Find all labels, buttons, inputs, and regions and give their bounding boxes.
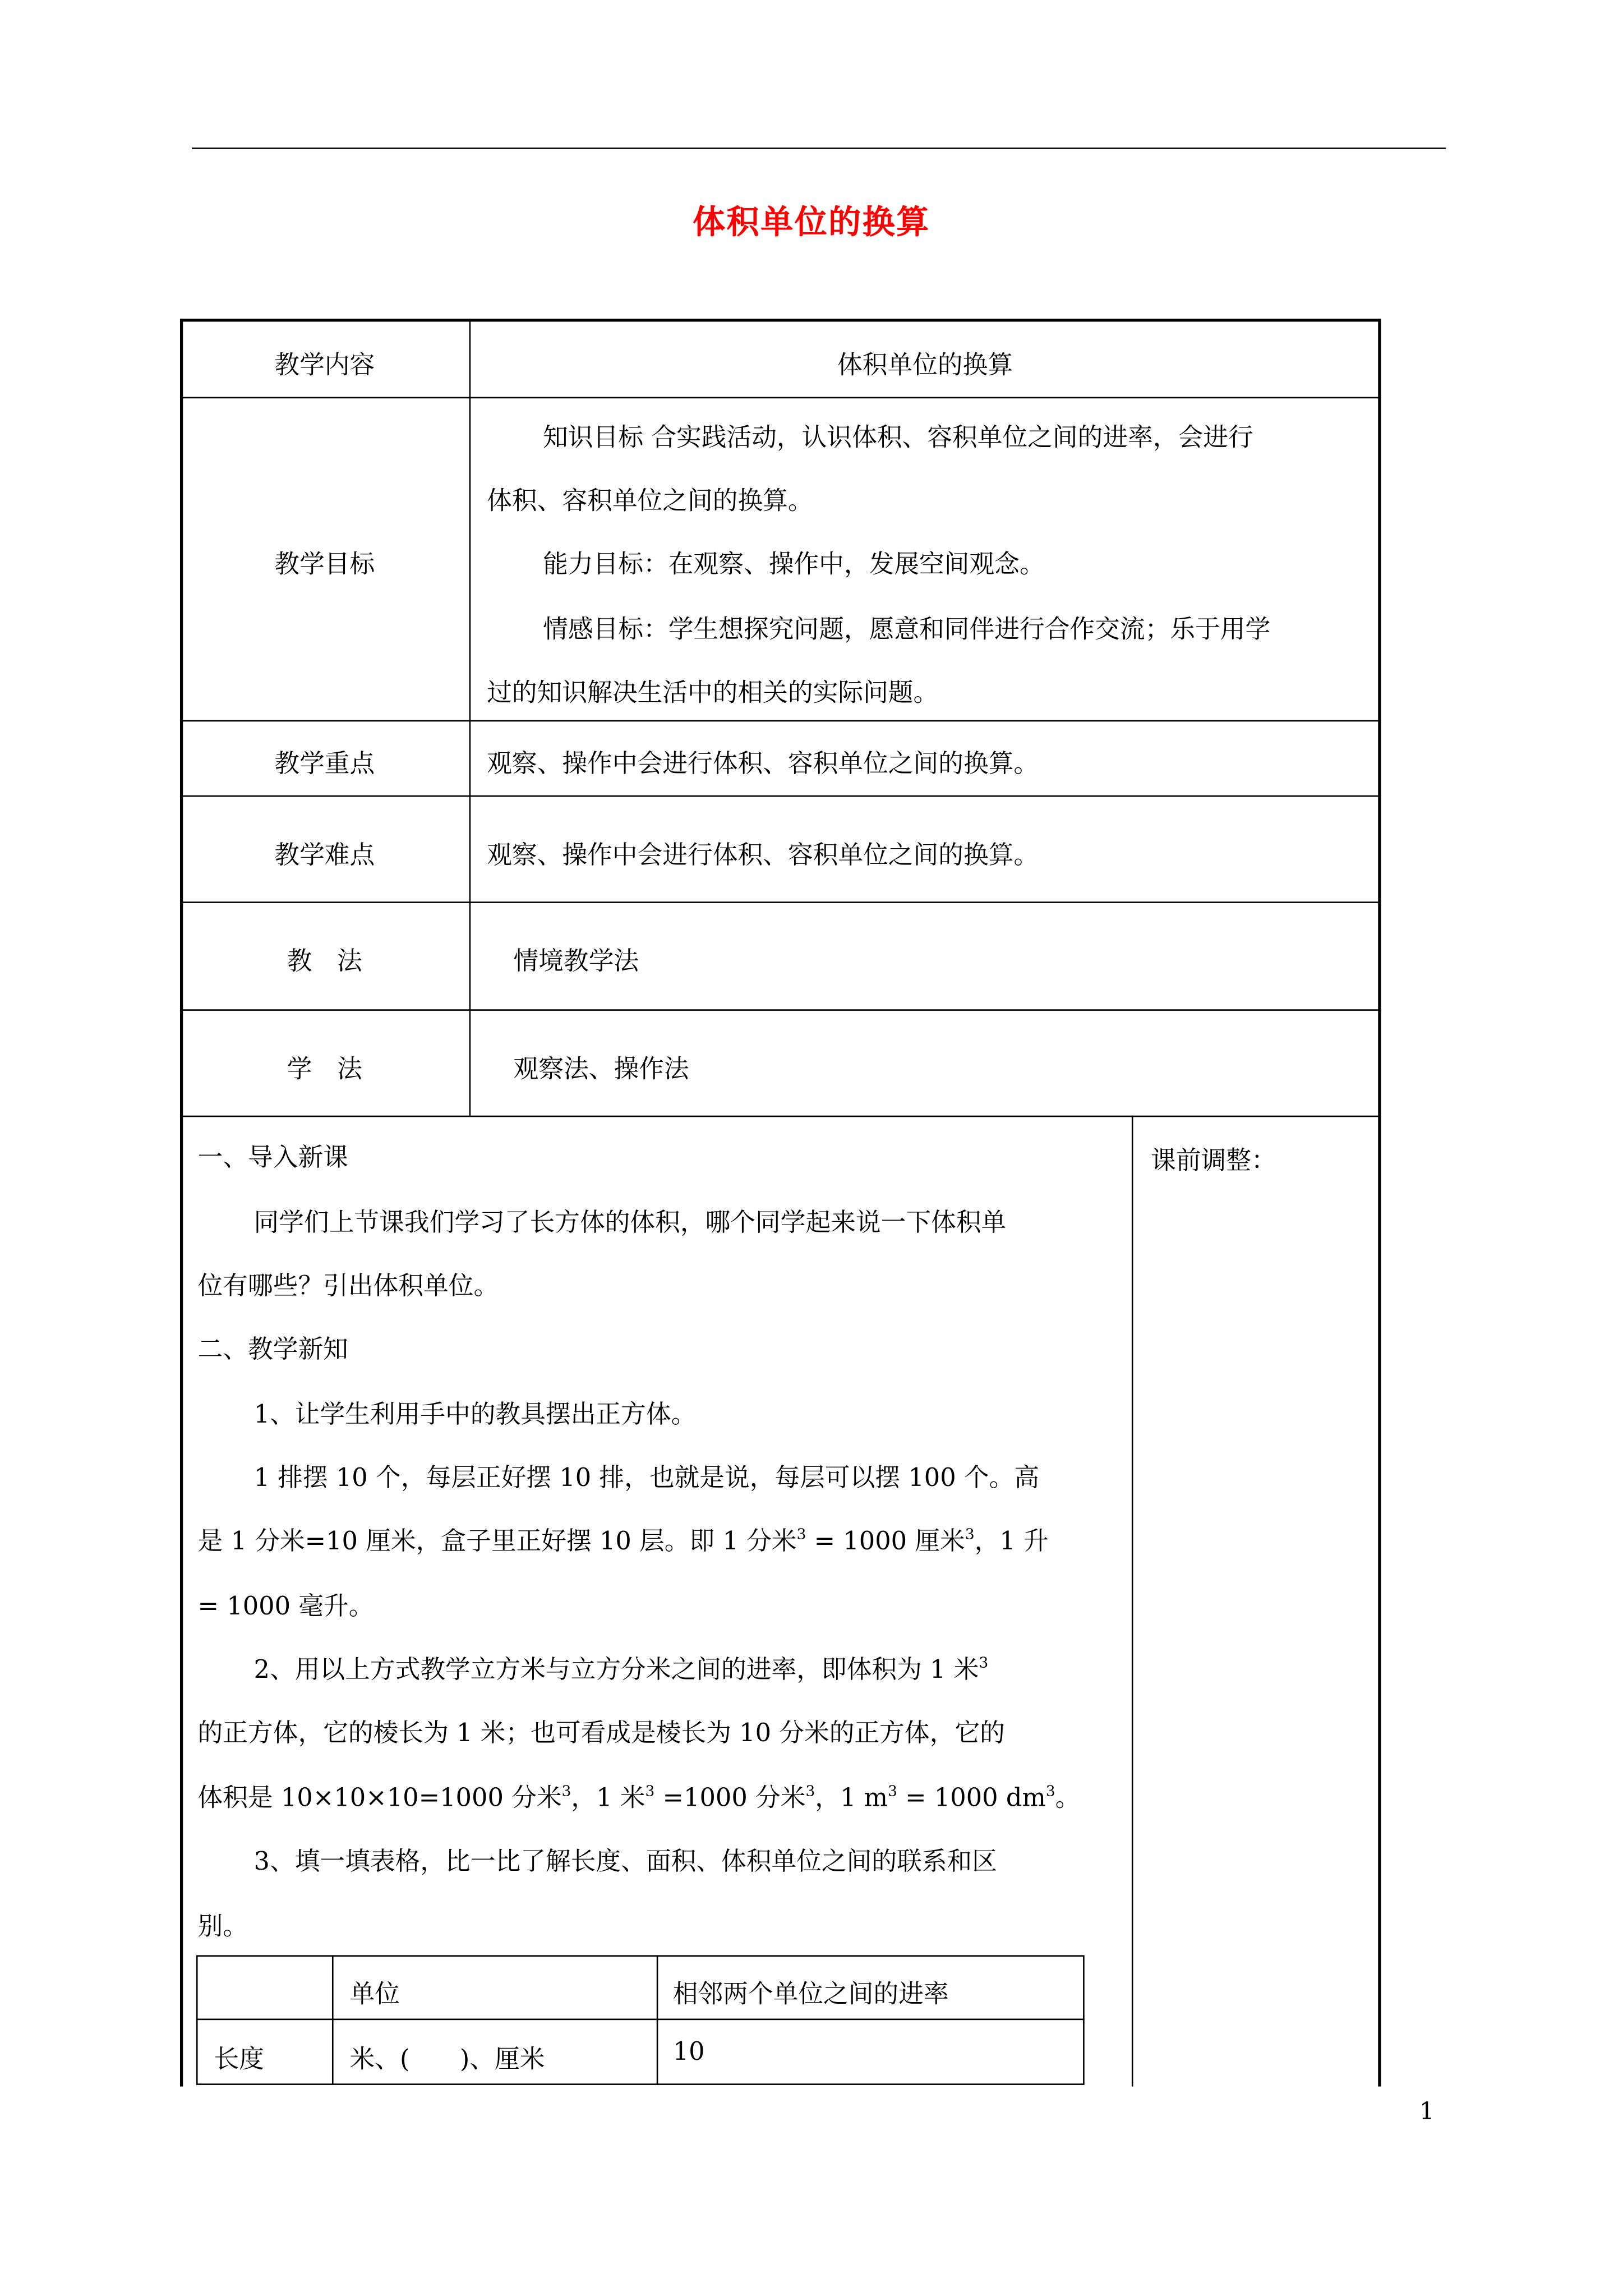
body-text: ，1 升 [974, 1527, 1049, 1557]
section-heading: 二、教学新知 [197, 1335, 348, 1365]
key-point-value: 观察、操作中会进行体积、容积单位之间的换算。 [487, 749, 1039, 779]
column-divider [1132, 1116, 1133, 2087]
superscript: 3 [645, 1784, 655, 1801]
body-line [198, 1520, 1049, 1557]
header-rule [192, 148, 1446, 149]
superscript: 3 [888, 1784, 897, 1801]
body-line [254, 1648, 989, 1685]
unit-table-header: 相邻两个单位之间的进率 [672, 1980, 949, 2010]
body-text: ，1 米 [571, 1784, 645, 1814]
body-line: = 1000 毫升。 [197, 1592, 374, 1622]
content-label: 教学内容 [274, 351, 375, 381]
unit-table-column-divider [332, 1955, 334, 2085]
unit-table-cell: 长度 [214, 2045, 264, 2075]
body-text: = 1000 dm [897, 1784, 1046, 1814]
superscript: 3 [796, 1527, 806, 1544]
section-heading: 一、导入新课 [197, 1143, 348, 1174]
goals-line: 情感目标：学生想探究问题，愿意和同伴进行合作交流；乐于用学 [543, 615, 1271, 645]
learning-method-label: 学 法 [287, 1055, 362, 1085]
body-text: 。 [1055, 1784, 1081, 1814]
goals-line: 能力目标：在观察、操作中，发展空间观念。 [543, 550, 1045, 580]
goals-line: 体积、容积单位之间的换算。 [487, 487, 813, 517]
body-line: 3、填一填表格，比一比了解长度、面积、体积单位之间的联系和区 [253, 1847, 998, 1877]
column-divider [469, 319, 471, 1115]
superscript: 3 [979, 1655, 989, 1672]
unit-table-cell: 米、( )、厘米 [349, 2045, 545, 2075]
unit-table-row-divider [196, 2019, 1085, 2021]
learning-method-value: 观察法、操作法 [513, 1055, 689, 1085]
superscript: 3 [805, 1784, 815, 1801]
body-line: 位有哪些？引出体积单位。 [197, 1272, 499, 1302]
unit-table-cell: 10 [672, 2037, 705, 2068]
row-divider [180, 1116, 1381, 1117]
difficulty-label: 教学难点 [274, 841, 375, 871]
body-text: 体积是 10×10×10=1000 分米 [197, 1784, 562, 1814]
superscript: 3 [1045, 1784, 1055, 1801]
body-line: 1、让学生利用手中的教具摆出正方体。 [253, 1400, 697, 1430]
goals-line: 知识目标 合实践活动，认识体积、容积单位之间的进率，会进行 [543, 423, 1253, 453]
body-line: 1 排摆 10 个，每层正好摆 10 排，也就是说，每层可以摆 100 个。高 [253, 1464, 1040, 1494]
body-text: =1000 分米 [654, 1784, 806, 1814]
superscript: 3 [561, 1784, 571, 1801]
teaching-method-label: 教 法 [287, 947, 362, 977]
body-line [198, 1777, 1081, 1814]
teaching-method-value: 情境教学法 [513, 947, 639, 977]
unit-table-header: 单位 [349, 1980, 400, 2010]
goals-label: 教学目标 [274, 550, 375, 580]
row-divider [180, 1009, 1381, 1011]
side-note-label: 课前调整： [1151, 1146, 1276, 1176]
superscript: 3 [965, 1527, 975, 1544]
body-line: 的正方体，它的棱长为 1 米；也可看成是棱长为 10 分米的正方体，它的 [197, 1719, 1005, 1749]
body-text: 2、用以上方式教学立方米与立方分米之间的进率，即体积为 1 米 [253, 1655, 979, 1686]
row-divider [180, 901, 1381, 903]
difficulty-value: 观察、操作中会进行体积、容积单位之间的换算。 [487, 841, 1039, 871]
document-title: 体积单位的换算 [693, 204, 930, 242]
page-number: 1 [1419, 2096, 1435, 2125]
row-divider [180, 720, 1381, 722]
unit-table-column-divider [657, 1955, 658, 2085]
body-text: ，1 m [815, 1784, 888, 1814]
body-line: 同学们上节课我们学习了长方体的体积，哪个同学起来说一下体积单 [253, 1208, 1007, 1238]
body-text: 是 1 分米=10 厘米，盒子里正好摆 10 层。即 1 分米 [197, 1527, 797, 1557]
content-value: 体积单位的换算 [837, 351, 1013, 381]
body-text: = 1000 厘米 [806, 1527, 965, 1557]
goals-line: 过的知识解决生活中的相关的实际问题。 [487, 679, 939, 708]
body-line: 别。 [197, 1912, 248, 1942]
key-point-label: 教学重点 [274, 749, 375, 779]
row-divider [180, 795, 1381, 797]
row-divider [180, 397, 1381, 399]
